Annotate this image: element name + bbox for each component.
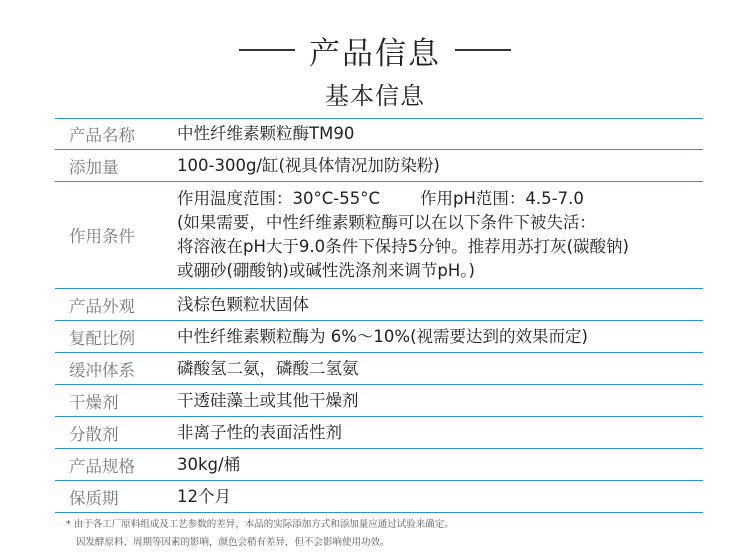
row-value: 非离子性的表面活性剂 (177, 422, 342, 442)
row-label: 添加量 (69, 157, 119, 177)
row-appearance (55, 289, 703, 321)
row-value: 浅棕色颗粒状固体 (177, 294, 309, 314)
row-conditions (55, 182, 703, 289)
ph-range: 作用pH范围：4.5-7.0 (420, 189, 584, 208)
inactivation-note-line: (如果需要，中性纤维素颗粒酶可以在以下条件下被失活： (177, 213, 596, 232)
title-left-rule (239, 49, 295, 51)
row-label: 产品名称 (69, 126, 135, 145)
row-shelf-life (55, 481, 703, 513)
row-buffer (55, 353, 703, 385)
row-label: 保质期 (69, 488, 119, 508)
title-right-rule (455, 49, 511, 51)
row-value: 100-300g/缸(视具体情况加防染粉) (177, 155, 440, 175)
row-label: 复配比例 (69, 328, 135, 348)
row-label: 产品规格 (69, 456, 135, 476)
row-spec (55, 449, 703, 481)
row-product-name (55, 119, 703, 150)
row-label: 缓冲体系 (69, 360, 135, 380)
row-ratio (55, 321, 703, 353)
row-desiccant (55, 385, 703, 417)
row-label: 分散剂 (69, 424, 119, 444)
footnote-line: * 由于各工厂原料组成及工艺参数的差异，本品的实际添加方式和添加量应通过试验来确定。 (66, 519, 454, 530)
row-value (177, 187, 703, 283)
info-table (55, 118, 703, 513)
condition-ranges (177, 187, 699, 211)
footnote-line: 因发酵原料、周期等因素的影响，颜色会稍有差异，但不会影响使用功效。 (76, 537, 390, 548)
row-value: 中性纤维素颗粒酶TM90 (177, 124, 355, 143)
row-value: 中性纤维素颗粒酶为 6%～10%(视需要达到的效果而定) (177, 326, 588, 346)
row-value: 磷酸氢二氨，磷酸二氢氨 (177, 358, 359, 378)
row-value: 12个月 (177, 486, 231, 506)
row-dosage (55, 150, 703, 182)
row-value: 干透硅藻土或其他干燥剂 (177, 390, 359, 410)
row-dispersant (55, 417, 703, 449)
inactivation-note-line: 或硼砂(硼酸钠)或碱性洗涤剂来调节pH。) (177, 261, 475, 280)
temperature-range: 作用温度范围：30°C-55°C (177, 189, 380, 208)
row-label: 作用条件 (69, 227, 135, 246)
row-label: 产品外观 (69, 296, 135, 316)
header-title-area (0, 28, 750, 72)
inactivation-note-line: 将溶液在pH大于9.0条件下保持5分钟。推荐用苏打灰(碳酸钠) (177, 237, 629, 256)
section-subtitle: 基本信息 (325, 82, 425, 110)
page-title: 产品信息 (309, 35, 441, 72)
row-label: 干燥剂 (69, 392, 119, 412)
row-value: 30kg/桶 (177, 454, 241, 474)
